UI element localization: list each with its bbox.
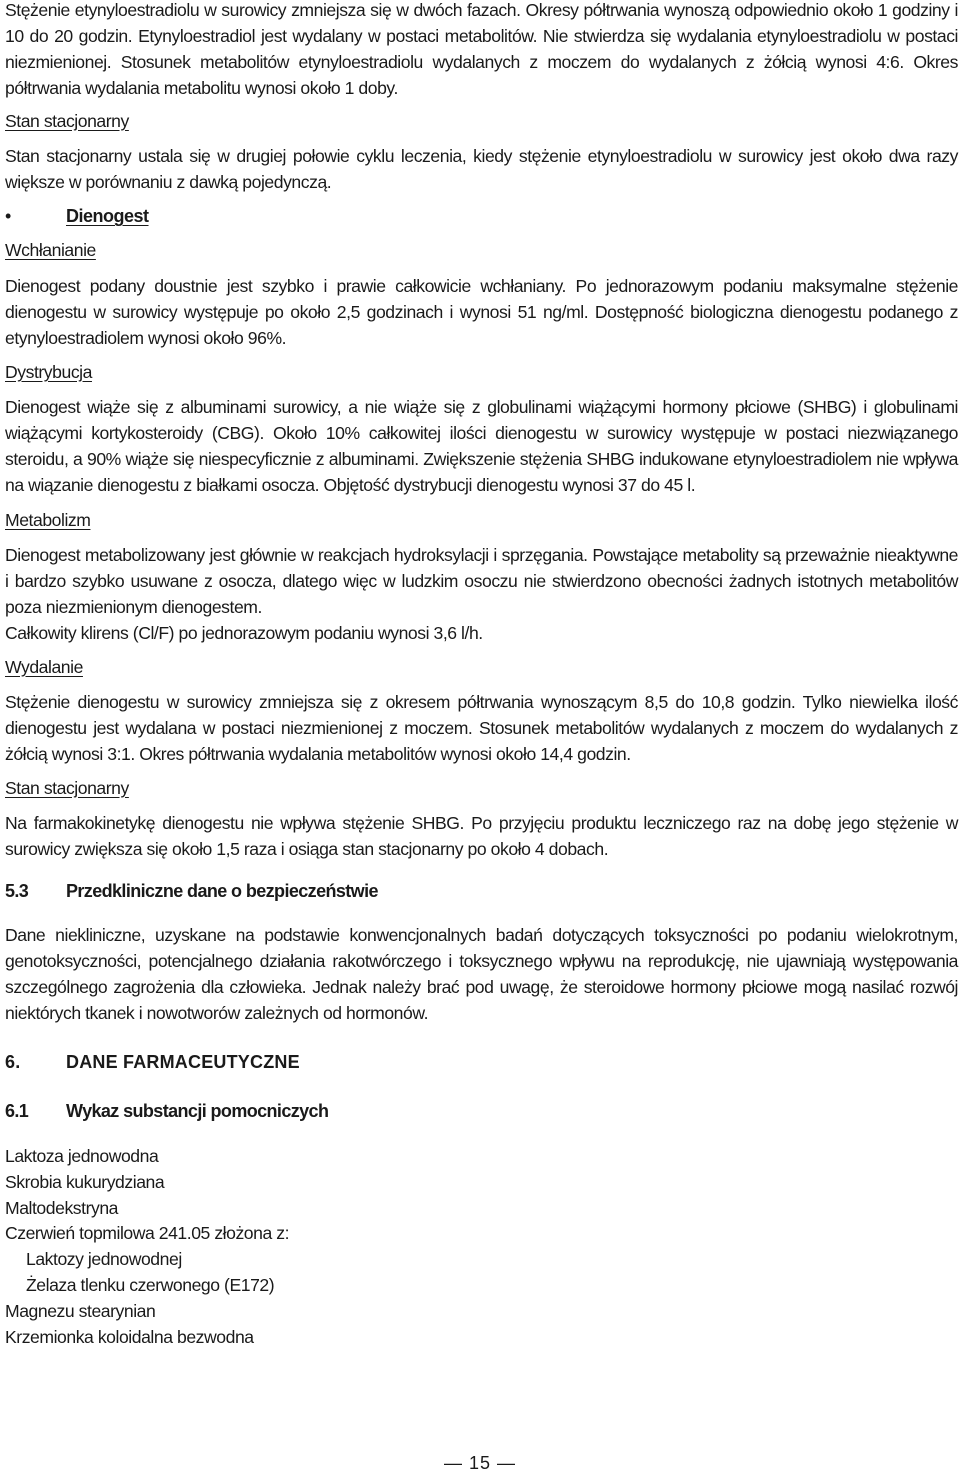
steady-state-heading-ee: Stan stacjonarny <box>5 111 129 131</box>
section-title: Wykaz substancji pomocniczych <box>66 1101 329 1121</box>
excretion-heading: Wydalanie <box>5 657 83 677</box>
list-item: Czerwień topmilowa 241.05 złożona z: <box>5 1223 290 1244</box>
absorption-text: Dienogest podany doustnie jest szybko i prawie całkowicie wchłaniany. Po jednorazowym podaniu maksymalne stężenie dienogestu w surowicy występuje po około 2,5 godzinach i wynosi 51 ng/ml. Dostępność biologiczna dienogestu podanego z etynyloestradiolem wynosi około 96%. <box>5 276 958 348</box>
distribution-text: Dienogest wiąże się z albuminami surowicy, a nie wiąże się z globulinami wiążącymi hormony płciowe (SHBG) i globulinami wiążącymi kortykosteroidy (CBG). Około 10% całkowitej ilości dienogestu w surowicy występuje w postaci niezwiązanego steroidu, a 90% wiąże się niespecyficznie z albuminami. Zwiększenie stężenia SHBG indukowane etynyloestradiolem nie wpływa na wiązanie dienogestu z białkami osocza. Objętość dystrybucji dienogestu wynosi 37 do 45 l. <box>5 397 958 495</box>
clearance-text: Całkowity klirens (Cl/F) po jednorazowym podaniu wynosi 3,6 l/h. <box>5 623 483 643</box>
excipients-list <box>5 1144 958 1350</box>
section-number: 6. <box>5 1052 21 1072</box>
list-item: Magnezu stearynian <box>5 1300 156 1321</box>
preclinical-safety-text: Dane niekliniczne, uzyskane na podstawie konwencjonalnych badań dotyczących toksyczności po podaniu wielokrotnym, genotoksyczności, potencjalnego działania rakotwórczego i toksycznego wpływu na reprodukcję, nie ujawniają występowania szczególnego zagrożenia dla człowieka. Jednak należy brać pod uwagę, że steroidowe hormony płciowe mogą nasilać rozwój niektórych tkanek i nowotworów zależnych od hormonów. <box>5 925 958 1023</box>
list-item: Laktoza jednowodna <box>5 1146 159 1166</box>
section-5-3-heading <box>5 878 958 904</box>
document-page <box>5 0 958 1350</box>
steady-state-text-ee: Stan stacjonarny ustala się w drugiej połowie cyklu leczenia, kiedy stężenie etynyloestradiolu w surowicy jest około dwa razy większe w porównaniu z dawką pojedynczą. <box>5 146 958 192</box>
steady-state-text-dienogest: Na farmakokinetykę dienogestu nie wpływa stężenie SHBG. Po przyjęciu produktu leczniczego raz na dobę jego stężenie w surowicy zwiększa się około 1,5 raza i osiąga stan stacjonarny po około 4 dobach. <box>5 813 958 859</box>
steady-state-heading-dienogest: Stan stacjonarny <box>5 778 129 798</box>
page-number: — 15 — <box>443 1453 517 1473</box>
section-6-1-heading <box>5 1098 958 1124</box>
distribution-heading: Dystrybucja <box>5 362 92 382</box>
metabolism-text: Dienogest metabolizowany jest głównie w reakcjach hydroksylacji i sprzęgania. Powstające metabolity są przeważnie nieaktywne i bardzo szybko usuwane z osocza, dlatego więc w ludzkim osoczu nie stwierdzono obecności żadnych istotnych metabolitów poza niezmienionym dienogestem. <box>5 545 958 617</box>
section-6-heading <box>5 1052 958 1073</box>
ethinylestradiol-excretion-paragraph: Stężenie etynyloestradiolu w surowicy zmniejsza się w dwóch fazach. Okresy półtrwania wynoszą odpowiednio około 1 godziny i 10 do 20 godzin. Etynyloestradiol jest wydalany w postaci metabolitów. Nie stwierdza się wydalania etynyloestradiolu w postaci niezmienionej. Stosunek metabolitów etynyloestradiolu wydalanych z moczem do wydalanych z żółcią wynosi 4:6. Okres półtrwania wydalania metabolitu wynosi około 1 doby. <box>5 0 958 98</box>
dienogest-bullet-heading <box>5 206 958 227</box>
section-title: Przedkliniczne dane o bezpieczeństwie <box>66 881 378 901</box>
section-title: DANE FARMACEUTYCZNE <box>66 1052 300 1072</box>
list-item: Krzemionka koloidalna bezwodna <box>5 1326 254 1347</box>
list-item: Maltodekstryna <box>5 1197 118 1218</box>
bullet-icon: • <box>5 206 12 226</box>
absorption-heading: Wchłanianie <box>5 240 96 260</box>
list-item: Laktozy jednowodnej <box>26 1249 182 1270</box>
list-item: Skrobia kukurydziana <box>5 1171 165 1192</box>
excretion-text: Stężenie dienogestu w surowicy zmniejsza się z okresem półtrwania wynoszącym 8,5 do 10,8 godzin. Tylko niewielka ilość dienogestu jest wydalana w postaci niezmienionej z moczem. Stosunek metabolitów wydalanych z moczem do wydalanych z żółcią wynosi 3:1. Okres półtrwania wydalania metabolitów wynosi około 14,4 godzin. <box>5 692 958 764</box>
section-number: 6.1 <box>5 1101 29 1121</box>
metabolism-heading: Metabolizm <box>5 510 91 530</box>
list-item: Żelaza tlenku czerwonego (E172) <box>26 1274 275 1295</box>
section-number: 5.3 <box>5 881 29 901</box>
dienogest-title: Dienogest <box>66 206 149 226</box>
